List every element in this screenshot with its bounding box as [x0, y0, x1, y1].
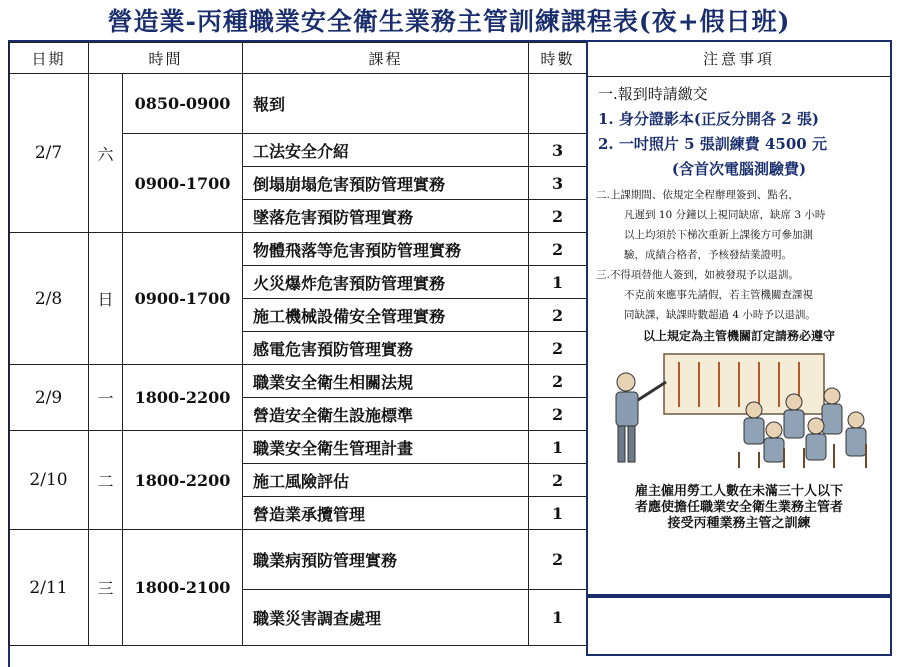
- course-cell: 施工機械設備安全管理實務: [243, 299, 529, 332]
- note-line: 凡遲到 10 分鐘以上視同缺席，缺席 3 小時: [624, 209, 826, 221]
- hours-cell: 1: [529, 431, 587, 464]
- hours-cell: 1: [529, 497, 587, 530]
- note-line: 不克前來應事先請假，若主管機關查課視: [624, 289, 813, 301]
- weekday-cell: 一: [89, 365, 123, 431]
- classroom-illustration: [604, 352, 874, 470]
- time-cell: 1800-2100: [123, 530, 243, 646]
- bottom-line: 者應使擔任職業安全衛生業務主管者: [634, 500, 843, 515]
- table-header-row: [9, 43, 587, 74]
- notes-empty-cell: [586, 596, 892, 656]
- note-line: 二.上課期間、依規定全程辦理簽到、點名，: [596, 189, 799, 201]
- note-item-3: [588, 265, 890, 325]
- course-cell: 感電危害預防管理實務: [243, 332, 529, 365]
- rule-notice: 以上規定為主管機關訂定請務必遵守: [642, 329, 835, 343]
- course-cell: 職業災害調查處理: [243, 590, 529, 646]
- time-cell: 1800-2200: [123, 431, 243, 530]
- schedule-table: [8, 42, 587, 646]
- weekday-cell: 二: [89, 431, 123, 530]
- hours-cell: 2: [529, 299, 587, 332]
- note-line: 驗，成績合格者，予核發結業證明。: [624, 249, 792, 261]
- course-cell: 營造安全衛生設施標準: [243, 398, 529, 431]
- table-row: [9, 74, 587, 134]
- weekday-cell: 六: [89, 74, 123, 233]
- bottom-line: 接受丙種業務主管之訓練: [667, 516, 811, 531]
- hours-cell: 2: [529, 200, 587, 233]
- page-title: 營造業-丙種職業安全衛生業務主管訓練課程表(夜+假日班): [107, 7, 791, 36]
- course-cell: 職業病預防管理實務: [243, 530, 529, 590]
- note-item-1c: (含首次電腦測驗費): [671, 160, 807, 178]
- note-line: 以上均須於下梯次重新上課後方可參加測: [624, 229, 813, 241]
- time-cell: 0900-1700: [123, 233, 243, 365]
- time-cell: 0900-1700: [123, 134, 243, 233]
- table-row: [9, 530, 587, 590]
- col-hours: 時數: [529, 43, 587, 74]
- table-row: [9, 365, 587, 398]
- time-cell: 0850-0900: [123, 74, 243, 134]
- note-line: 三.不得項替他人簽到，如被發現予以退訓。: [596, 269, 799, 281]
- date-cell: 2/8: [9, 233, 89, 365]
- col-time: 時間: [89, 43, 243, 74]
- col-date: 日期: [9, 43, 89, 74]
- hours-cell: 2: [529, 464, 587, 497]
- course-cell: 職業安全衛生相關法規: [243, 365, 529, 398]
- weekday-cell: 日: [89, 233, 123, 365]
- course-cell: 工法安全介紹: [243, 134, 529, 167]
- hours-cell: 2: [529, 530, 587, 590]
- course-cell: 倒塌崩塌危害預防管理實務: [243, 167, 529, 200]
- bottom-line: 雇主僱用勞工人數在未滿三十人以下: [634, 484, 843, 499]
- hours-cell: 1: [529, 590, 587, 646]
- hours-cell: 2: [529, 233, 587, 266]
- bottom-notice: [588, 484, 890, 532]
- note-item-1: 一.報到時請繳交: [598, 85, 708, 103]
- table-row: [9, 233, 587, 266]
- note-item-2: [588, 185, 890, 265]
- col-course: 課程: [243, 43, 529, 74]
- hours-cell: 2: [529, 332, 587, 365]
- date-cell: 2/7: [9, 74, 89, 233]
- course-cell: 墜落危害預防管理實務: [243, 200, 529, 233]
- hours-cell: 2: [529, 398, 587, 431]
- hours-cell: 1: [529, 266, 587, 299]
- course-cell: 施工風險評估: [243, 464, 529, 497]
- date-cell: 2/9: [9, 365, 89, 431]
- time-cell: 1800-2200: [123, 365, 243, 431]
- hours-cell: 2: [529, 365, 587, 398]
- hours-cell: [529, 74, 587, 134]
- weekday-cell: 三: [89, 530, 123, 646]
- note-item-1b: 2. 一吋照片 5 張訓練費 4500 元: [598, 135, 827, 153]
- course-cell: 火災爆炸危害預防管理實務: [243, 266, 529, 299]
- hours-cell: 3: [529, 167, 587, 200]
- table-row: [9, 431, 587, 464]
- notes-header: 注意事項: [588, 42, 890, 77]
- course-cell: 物體飛落等危害預防管理實務: [243, 233, 529, 266]
- note-item-1a: 1. 身分證影本(正反分開各 2 張): [598, 110, 819, 128]
- hours-cell: 3: [529, 134, 587, 167]
- date-cell: 2/11: [9, 530, 89, 646]
- notes-panel: [586, 40, 892, 596]
- course-cell: 營造業承攬管理: [243, 497, 529, 530]
- note-line: 同缺課，缺課時數超過 4 小時予以退訓。: [624, 309, 816, 321]
- course-cell: 職業安全衛生管理計畫: [243, 431, 529, 464]
- course-cell: 報到: [243, 74, 529, 134]
- date-cell: 2/10: [9, 431, 89, 530]
